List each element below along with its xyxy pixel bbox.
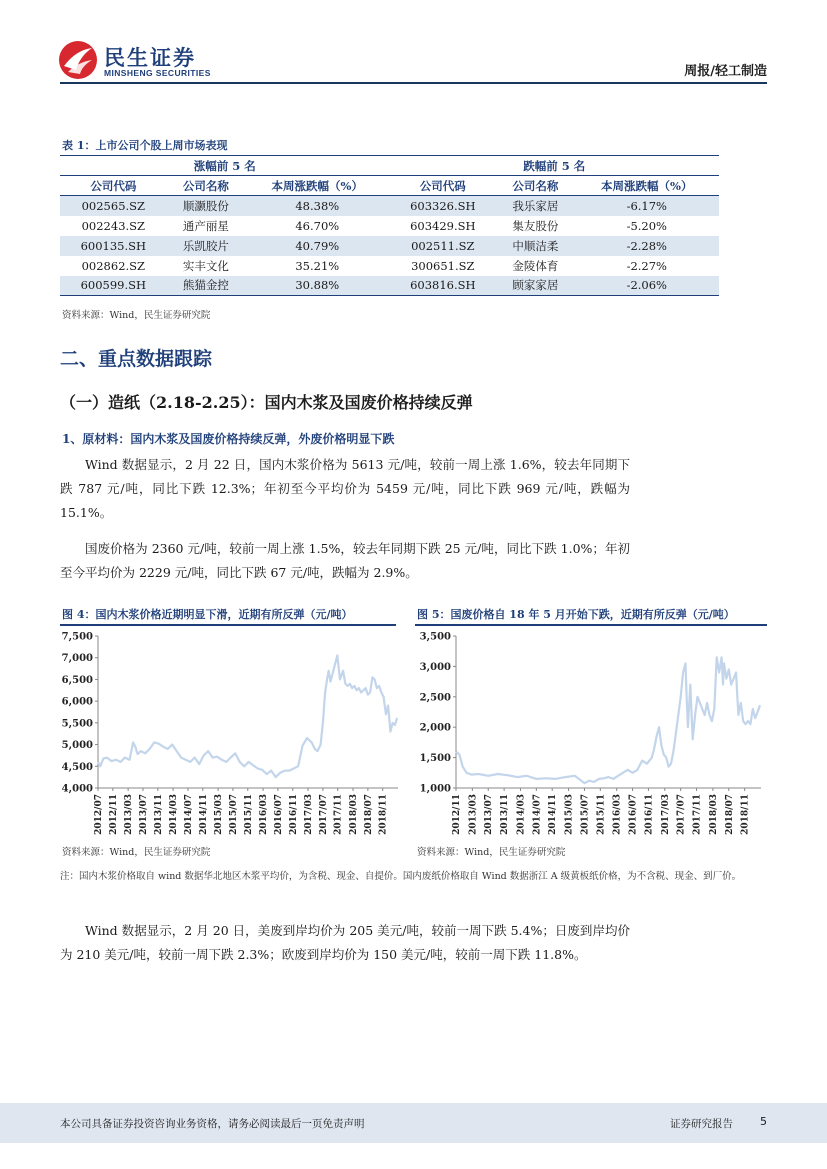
figure-4-source: 资料来源：Wind，民生证券研究院 xyxy=(62,847,211,858)
table-row xyxy=(60,256,719,276)
x-tick-label: 2014/07 xyxy=(183,794,194,835)
subsection-title: （一）造纸（2.18-2.25）：国内木浆及国废价格持续反弹 xyxy=(60,393,473,412)
figure-5-title: 图 5：国废价格自 18 年 5 月开始下跌，近期有所反弹（元/吨） xyxy=(417,608,735,621)
x-tick-label: 2015/03 xyxy=(214,794,225,835)
figure-4-chart xyxy=(54,628,404,835)
table-cell: -2.28% xyxy=(575,236,719,256)
table-cell: 30.88% xyxy=(245,276,389,296)
logo-english-name: MINSHENG SECURITIES xyxy=(104,68,211,78)
col-header: 公司名称 xyxy=(496,176,574,196)
table-row xyxy=(60,236,719,256)
table-cell: 600599.SH xyxy=(60,276,167,296)
table-cell: 40.79% xyxy=(245,236,389,256)
x-tick-label: 2016/11 xyxy=(288,794,299,835)
table-cell: 35.21% xyxy=(295,258,340,273)
price-series-line xyxy=(456,657,760,783)
x-tick-label: 2017/07 xyxy=(318,794,329,835)
x-tick-label: 2013/07 xyxy=(138,794,149,835)
table-cell: 46.70% xyxy=(295,218,340,233)
figure-5-source: 资料来源：Wind，民生证券研究院 xyxy=(417,847,566,858)
header-divider xyxy=(60,82,767,84)
x-tick-label: 2017/07 xyxy=(676,794,687,835)
table-cell: 顺灏股份 xyxy=(167,196,245,216)
y-tick-label: 3,000 xyxy=(419,661,451,673)
table-cell: 顾家家居 xyxy=(496,276,574,296)
y-tick-label: 1,000 xyxy=(419,783,451,795)
x-tick-label: 2018/11 xyxy=(378,794,389,835)
x-tick-label: 2018/07 xyxy=(363,794,374,835)
table-cell: 实丰文化 xyxy=(182,258,229,273)
col-header: 本周涨跌幅（%） xyxy=(575,176,719,196)
x-tick-label: 2017/11 xyxy=(333,794,344,835)
col-header: 公司代码 xyxy=(60,176,167,196)
y-tick-label: 5,000 xyxy=(61,740,93,752)
x-tick-label: 2015/07 xyxy=(228,794,239,835)
table-cell: 48.38% xyxy=(245,196,389,216)
x-tick-label: 2015/11 xyxy=(596,794,607,835)
x-tick-label: 2014/11 xyxy=(548,794,559,835)
table-cell: -5.20% xyxy=(626,218,667,233)
logo-chinese-name: 民生证券 xyxy=(104,46,196,70)
y-tick-label: 7,500 xyxy=(61,631,93,643)
table-group-header xyxy=(60,156,719,176)
minsheng-logo-mark-icon xyxy=(58,40,98,80)
x-tick-label: 2015/07 xyxy=(580,794,591,835)
y-tick-label: 7,000 xyxy=(61,653,93,665)
page-footer xyxy=(0,1103,827,1143)
minsheng-logo xyxy=(58,40,228,82)
table-cell: 我乐家居 xyxy=(496,196,574,216)
x-tick-label: 2015/03 xyxy=(564,794,575,835)
table-cell: 603326.SH xyxy=(389,196,496,216)
table-source: 资料来源：Wind，民生证券研究院 xyxy=(62,310,211,321)
table-cell: 通产丽星 xyxy=(182,218,229,233)
x-tick-label: 2014/07 xyxy=(532,794,543,835)
price-series-line xyxy=(98,656,397,778)
x-tick-label: 2014/03 xyxy=(516,794,527,835)
footer-disclaimer: 本公司具备证券投资咨询业务资格，请务必阅读最后一页免责声明 xyxy=(60,1118,365,1130)
table-cell: 中顺洁柔 xyxy=(496,236,574,256)
x-tick-label: 2012/11 xyxy=(452,794,462,835)
y-tick-label: 6,000 xyxy=(61,696,93,708)
x-tick-label: 2017/03 xyxy=(304,794,315,835)
table-cell: 002862.SZ xyxy=(81,258,146,273)
paragraph-imported-waste: Wind 数据显示，2 月 20 日，美废到岸均价为 205 美元/吨，较前一周下跌 5.4%；日废到岸均价为 210 美元/吨，较前一周下跌 2.3%；欧废到岸均价为 150 美元/吨，较前一周下跌 11.8%。 xyxy=(60,923,630,962)
table-cell: 603429.SH xyxy=(410,218,476,233)
x-tick-label: 2016/07 xyxy=(273,794,284,835)
page-number: 5 xyxy=(760,1115,767,1128)
x-tick-label: 2012/11 xyxy=(108,794,119,835)
x-tick-label: 2016/11 xyxy=(644,794,655,835)
x-tick-label: 2013/03 xyxy=(124,794,135,835)
y-tick-label: 4,500 xyxy=(61,761,93,773)
x-tick-label: 2013/07 xyxy=(484,794,495,835)
paragraph-pulp: Wind 数据显示，2 月 22 日，国内木浆价格为 5613 元/吨，较前一周上涨 1.6%，较去年同期下跌 787 元/吨，同比下跌 12.3%；年初至今平均价为 5459 元/吨，同比下跌 969 元/吨，跌幅为 15.1%。 xyxy=(60,457,630,520)
figure-5-chart xyxy=(412,628,767,835)
y-tick-label: 5,500 xyxy=(61,718,93,730)
section-title: 二、重点数据跟踪 xyxy=(60,348,213,370)
table-cell: 603816.SH xyxy=(389,276,496,296)
x-tick-label: 2017/11 xyxy=(692,794,703,835)
y-tick-label: 4,000 xyxy=(61,783,93,795)
table-cell: 002511.SZ xyxy=(389,236,496,256)
table-cell: 002243.SZ xyxy=(81,218,146,233)
x-tick-label: 2012/07 xyxy=(94,794,104,835)
table-cell: 金陵体育 xyxy=(512,258,559,273)
table-cell: -6.17% xyxy=(575,196,719,216)
col-header: 公司代码 xyxy=(389,176,496,196)
table-cell: 乐凯胶片 xyxy=(167,236,245,256)
x-tick-label: 2018/07 xyxy=(724,794,735,835)
x-tick-label: 2013/11 xyxy=(153,794,164,835)
x-tick-label: 2013/11 xyxy=(500,794,511,835)
group-losers: 跌幅前 5 名 xyxy=(389,156,719,176)
x-tick-label: 2015/11 xyxy=(243,794,254,835)
y-tick-label: 1,500 xyxy=(419,753,451,765)
y-tick-label: 3,500 xyxy=(419,631,451,643)
y-tick-label: 2,500 xyxy=(419,692,451,704)
col-header: 公司名称 xyxy=(167,176,245,196)
figure-5-rule xyxy=(415,624,767,626)
x-tick-label: 2016/07 xyxy=(628,794,639,835)
x-tick-label: 2014/03 xyxy=(169,794,180,835)
table-cell: 600135.SH xyxy=(60,236,167,256)
figure-4-rule xyxy=(60,624,396,626)
col-header: 本周涨跌幅（%） xyxy=(245,176,389,196)
x-tick-label: 2016/03 xyxy=(259,794,270,835)
x-tick-label: 2016/03 xyxy=(612,794,623,835)
footer-report-label: 证券研究报告 xyxy=(670,1118,733,1130)
x-tick-label: 2013/03 xyxy=(468,794,479,835)
table-cell: 集友股份 xyxy=(512,218,559,233)
x-tick-label: 2014/11 xyxy=(198,794,209,835)
figure-note: 注：国内木浆价格取自 wind 数据华北地区木浆平均价，为含税、现金、自提价。国内废纸价格取自 Wind 数据浙江 A 级黄板纸价格，为不含税、现金、到厂价。 xyxy=(60,871,742,882)
table-row xyxy=(60,216,719,236)
stock-performance-table xyxy=(60,155,719,296)
table-row xyxy=(60,276,719,296)
y-tick-label: 2,000 xyxy=(419,722,451,734)
table-caption: 表 1：上市公司个股上周市场表现 xyxy=(62,139,228,152)
table-cell: 熊猫金控 xyxy=(167,276,245,296)
table-column-header xyxy=(60,176,719,196)
table-cell: -2.06% xyxy=(575,276,719,296)
x-tick-label: 2018/03 xyxy=(349,794,360,835)
x-tick-label: 2018/11 xyxy=(740,794,751,835)
table-cell: 002565.SZ xyxy=(60,196,167,216)
group-gainers: 涨幅前 5 名 xyxy=(60,156,389,176)
y-tick-label: 6,500 xyxy=(61,674,93,686)
paragraph-waste-paper: 国废价格为 2360 元/吨，较前一周上涨 1.5%，较去年同期下跌 25 元/吨，同比下跌 1.0%；年初至今平均价为 2229 元/吨，同比下跌 67 元/吨，跌幅为 2.9%。 xyxy=(60,541,630,580)
subsection-heading: 1、原材料：国内木浆及国废价格持续反弹，外废价格明显下跌 xyxy=(62,432,395,446)
x-tick-label: 2017/03 xyxy=(660,794,671,835)
table-cell: 300651.SZ xyxy=(411,258,475,273)
x-tick-label: 2018/03 xyxy=(708,794,719,835)
report-type: 周报/轻工制造 xyxy=(684,64,767,79)
table-row xyxy=(60,196,719,216)
figure-4-title: 图 4：国内木浆价格近期明显下滑，近期有所反弹（元/吨） xyxy=(62,608,353,621)
table-cell: -2.27% xyxy=(626,258,667,273)
